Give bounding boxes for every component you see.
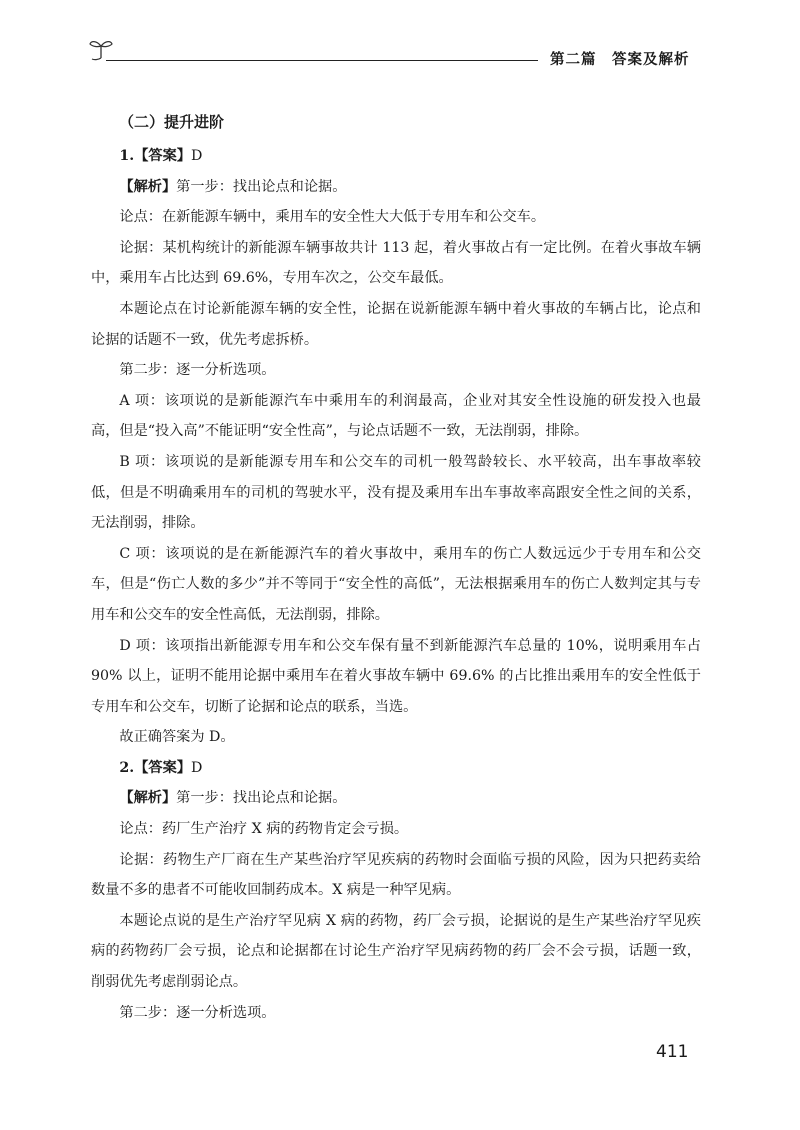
q1-option-d: D 项：该项指出新能源专用车和公交车保有量不到新能源汽车总量的 10%，说明乘用车占 90% 以上，证明不能用论据中乘用车在着火事故车辆中 69.6% 的占比推出乘用车的安全性低于专用车和公交车，切断了论据和论点的联系，当选。 xyxy=(91,637,701,715)
q1-answer-value: D xyxy=(190,148,203,164)
q1-analysis-text: 第一步：找出论点和论据。 xyxy=(176,178,347,195)
page-number: 411 xyxy=(656,1042,689,1062)
q2-analysis-label: 【解析】 xyxy=(119,790,177,807)
q2-analysis xyxy=(91,783,701,814)
header-rule xyxy=(106,60,538,61)
section-title: （二）提升进阶 xyxy=(119,113,225,131)
q1-step-two: 第二步：逐一分析选项。 xyxy=(119,362,276,379)
page-content xyxy=(91,107,701,1028)
running-header xyxy=(88,36,728,76)
q1-option-c: C 项：该项说的是在新能源汽车的着火事故中，乘用车的伤亡人数远远少于专用车和公交车，但是“伤亡人数的多少”并不等同于“安全性的高低”，无法根据乘用车的伤亡人数判定其与专用车和公交车的安全性高低，无法削弱，排除。 xyxy=(91,545,701,623)
q1-conclusion: 故正确答案为 D。 xyxy=(119,729,235,746)
q2-evidence: 论据：药物生产厂商在生产某些治疗罕见疾病的药物时会面临亏损的风险，因为只把药卖给数量不多的患者不可能收回制药成本。X 病是一种罕见病。 xyxy=(91,851,701,899)
q1-discussion: 本题论点在讨论新能源车辆的安全性，论据在说新能源车辆中着火事故的车辆占比，论点和论据的话题不一致，优先考虑拆桥。 xyxy=(91,300,701,348)
q2-answer xyxy=(91,753,701,784)
q1-analysis-label: 【解析】 xyxy=(119,178,177,195)
q1-option-a: A 项：该项说的是新能源汽车中乘用车的利润最高，企业对其安全性设施的研发投入也最高，但是“投入高”不能证明“安全性高”，与论点话题不一致，无法削弱，排除。 xyxy=(91,392,701,440)
q1-argument: 论点：在新能源车辆中，乘用车的安全性大大低于专用车和公交车。 xyxy=(119,209,546,226)
q1-evidence: 论据：某机构统计的新能源车辆事故共计 113 起，着火事故占有一定比例。在着火事故车辆中，乘用车占比达到 69.6%，专用车次之，公交车最低。 xyxy=(91,239,701,287)
header-title: 第二篇 答案及解析 xyxy=(550,52,690,68)
q1-analysis xyxy=(91,172,701,203)
q2-answer-value: D xyxy=(190,759,203,776)
q2-answer-label: 2.【答案】 xyxy=(119,759,191,776)
q2-analysis-text: 第一步：找出论点和论据。 xyxy=(176,790,347,807)
q2-discussion: 本题论点说的是生产治疗罕见病 X 病的药物，药厂会亏损，论据说的是生产某些治疗罕见疾病的药物药厂会亏损，论点和论据都在讨论生产治疗罕见病药物的药厂会不会亏损，话题一致，削弱优先考虑削弱论点。 xyxy=(91,912,701,991)
q1-answer-label: 1.【答案】 xyxy=(119,148,191,164)
sprout-icon xyxy=(88,36,114,62)
q2-argument: 论点：药厂生产治疗 X 病的药物肯定会亏损。 xyxy=(119,821,409,838)
q2-step-two: 第二步：逐一分析选项。 xyxy=(119,1004,276,1021)
q1-option-b: B 项：该项说的是新能源专用车和公交车的司机一般驾龄较长、水平较高，出车事故率较低，但是不明确乘用车的司机的驾驶水平，没有提及乘用车出车事故率高跟安全性之间的关系，无法削弱，排除。 xyxy=(91,453,701,532)
q1-answer xyxy=(91,141,701,172)
